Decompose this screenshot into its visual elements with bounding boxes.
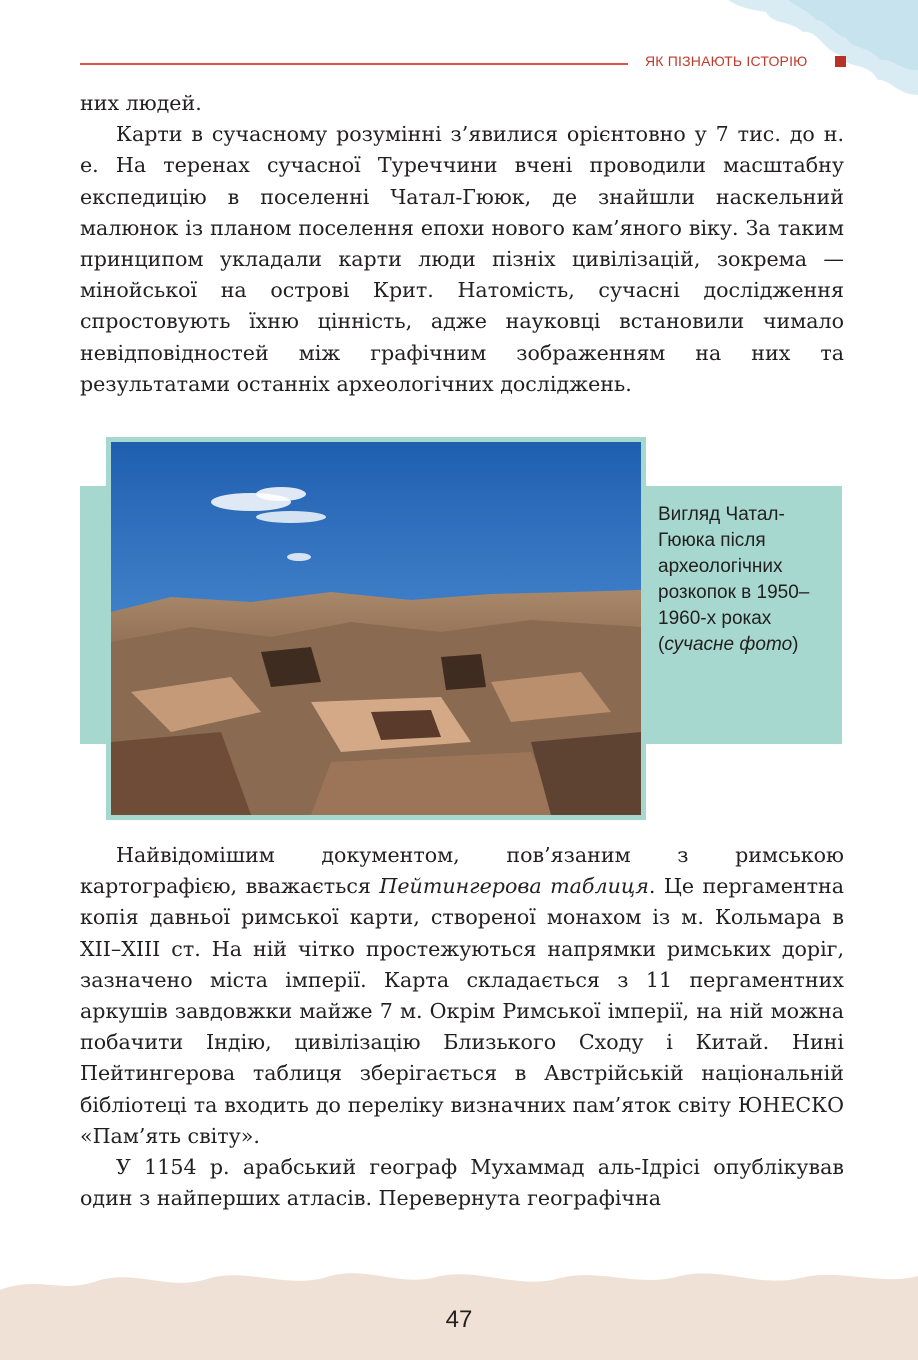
cloud-decoration xyxy=(728,0,918,95)
caption-text: Вигляд Чатал-Гююка після археологічних розкопок в 1950–1960-х роках ( xyxy=(658,504,810,655)
header-rule xyxy=(80,63,628,65)
paragraph-peutinger xyxy=(80,840,844,1152)
peutinger-body: . Це пергаментна копія давньої римської карти, створеної монахом із м. Кольмара в XII–XIII ст. На ній чітко простежуються напрямки римських доріг, зазначено міста імперії. Карта складається з 11 пергаментних аркушів завдовжки майже 7 м. Окрім Римської імперії, на ній можна побачити Індію, цивілізацію Близького Сходу і Китай. Нині Пейтингерова таблиця зберігається в Австрійській національній бібліотеці та входить до переліку визначних пам’яток світу ЮНЕСКО «Пам’ять світу». xyxy=(80,874,844,1148)
paragraph-idrisi: У 1154 р. арабський географ Мухаммад аль-Ідрісі опублікував один з найперших атласів. Перевернута географічна xyxy=(80,1155,844,1211)
text-top xyxy=(80,88,844,400)
caption-close: ) xyxy=(792,634,799,655)
header-marker xyxy=(835,56,846,67)
page-number: 47 xyxy=(445,1306,473,1333)
peutinger-lead: Найвідомішим документом, пов’язаним з римською картографією, вважається xyxy=(80,843,844,899)
photo-caption xyxy=(658,502,828,658)
paragraph-maps: Карти в сучасному розумінні з’явилися орієнтовно у 7 тис. до н. е. На теренах сучасної Туреччини вчені проводили масштабну експедицію в поселенні Чатал-Гююк, де знайшли наскельний малюнок із планом поселення епохи нового кам’яного віку. За таким принципом укладали карти люди пізніх цивілізацій, зокрема — мінойської на острові Крит. Натомість, сучасні дослідження спростовують їхню цінність, адже науковці встановили чимало невідповідностей між графічним зображенням на них та результатами останніх археологічних досліджень. xyxy=(80,122,844,396)
caption-italic: сучасне фото xyxy=(664,634,793,655)
text-bottom xyxy=(80,840,844,1214)
peutinger-term: Пейтингерова таблиця xyxy=(379,874,649,899)
catalhoyuk-image xyxy=(111,442,641,815)
paragraph-continued: них людей. xyxy=(80,91,202,115)
footer-decoration xyxy=(0,1250,918,1360)
excavation-photo xyxy=(111,442,641,815)
section-title: ЯК ПІЗНАЮТЬ ІСТОРІЮ xyxy=(645,53,808,69)
